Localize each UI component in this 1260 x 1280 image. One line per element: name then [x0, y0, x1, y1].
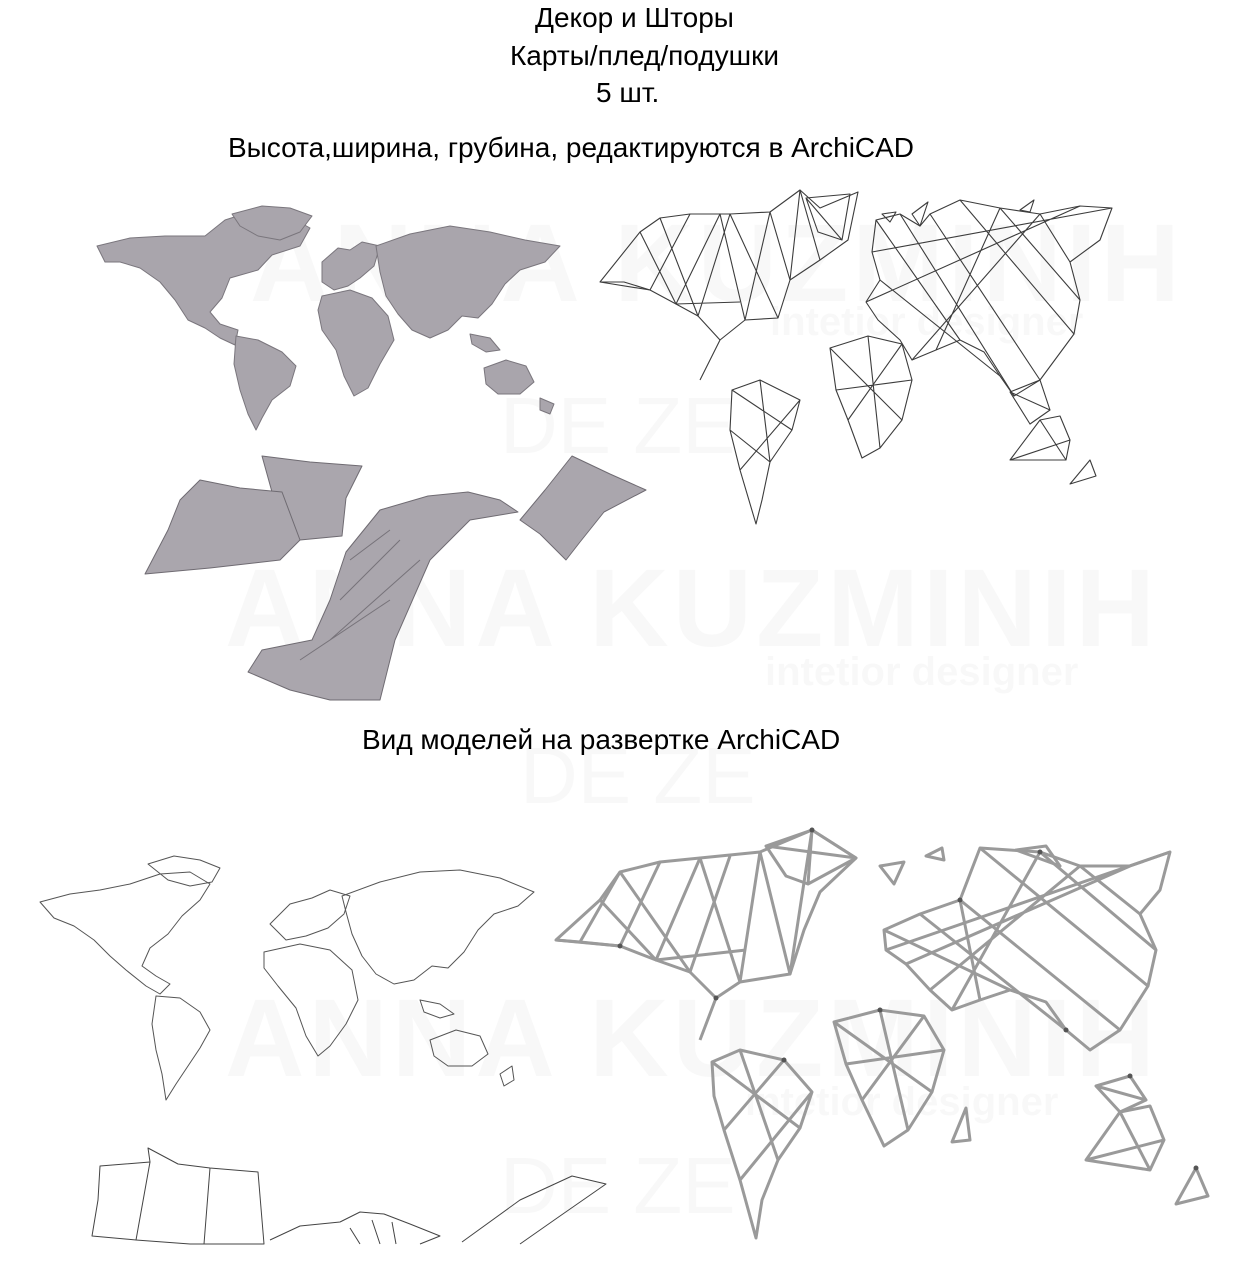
mount-point [1064, 1028, 1069, 1033]
outline-islands [420, 1000, 454, 1018]
mount-point [782, 1058, 787, 1063]
outline-africa [264, 944, 358, 1056]
pillow-outline-right [462, 1176, 606, 1244]
mount-point [958, 898, 963, 903]
pillow-outline [92, 1148, 264, 1244]
continent-south-america [234, 336, 296, 430]
geo-australia-bottom [1086, 1106, 1164, 1170]
throw-outline [270, 1212, 440, 1244]
geometric-map-bottom [556, 830, 1208, 1238]
geo-eurasia-bottom-lines [884, 848, 1170, 1030]
geo-south-america-bottom [712, 1050, 812, 1238]
geo-madagascar-bottom [952, 1108, 970, 1142]
geo-indonesia-bottom [1096, 1076, 1146, 1112]
pillows-3d [145, 456, 646, 700]
geo-island [1020, 200, 1034, 212]
world-map-outline [40, 856, 534, 1100]
pillow [145, 480, 300, 574]
outline-greenland [148, 856, 220, 886]
geo-new-zealand-bottom [1176, 1168, 1208, 1204]
islands [470, 334, 500, 352]
header-count: 5 шт. [596, 77, 660, 108]
pillows-outline [92, 1148, 606, 1244]
continent-asia [376, 226, 560, 338]
geo-australia [1010, 416, 1070, 460]
geometric-map-top [600, 190, 1112, 524]
islands [540, 398, 554, 414]
geo-africa [830, 336, 912, 458]
mount-point [1128, 1074, 1133, 1079]
caption-top: Высота,ширина, грубина, редактируются в ArchiCAD [228, 132, 915, 163]
geo-new-zealand [1070, 460, 1096, 484]
header-title: Декор и Шторы [535, 2, 734, 33]
geo-island-bottom [926, 848, 944, 860]
throw-fringe [350, 1220, 396, 1244]
pillow-seams [136, 1162, 210, 1244]
world-map-3d [97, 206, 560, 430]
geo-africa-bottom [834, 1010, 944, 1146]
outline-new-zealand [500, 1066, 514, 1086]
mounting-points [618, 828, 1199, 1171]
geo-eurasia-lines [866, 200, 1112, 396]
outline-europe [270, 890, 350, 940]
continent-africa [318, 290, 394, 396]
caption-bottom: Вид моделей на развертке ArchiCAD [362, 724, 841, 755]
continent-europe [322, 242, 380, 290]
mount-point [878, 1008, 883, 1013]
pillow [520, 456, 646, 560]
outline-north-america [40, 872, 210, 994]
geo-north-america [600, 190, 858, 340]
mount-point [1194, 1166, 1199, 1171]
geo-south-america [730, 380, 800, 524]
mount-point [810, 828, 815, 833]
outline-australia [430, 1030, 488, 1066]
mount-point [714, 996, 719, 1001]
continent-australia [484, 360, 534, 394]
header-subtitle: Карты/плед/подушки [510, 40, 779, 71]
geo-north-america-bottom-lines [556, 830, 812, 1040]
mount-point [618, 944, 623, 949]
outline-south-america [152, 996, 210, 1100]
geo-greenland-bottom [766, 830, 856, 884]
geo-island-bottom [880, 862, 904, 884]
mount-point [1038, 850, 1043, 855]
outline-asia [342, 870, 534, 984]
